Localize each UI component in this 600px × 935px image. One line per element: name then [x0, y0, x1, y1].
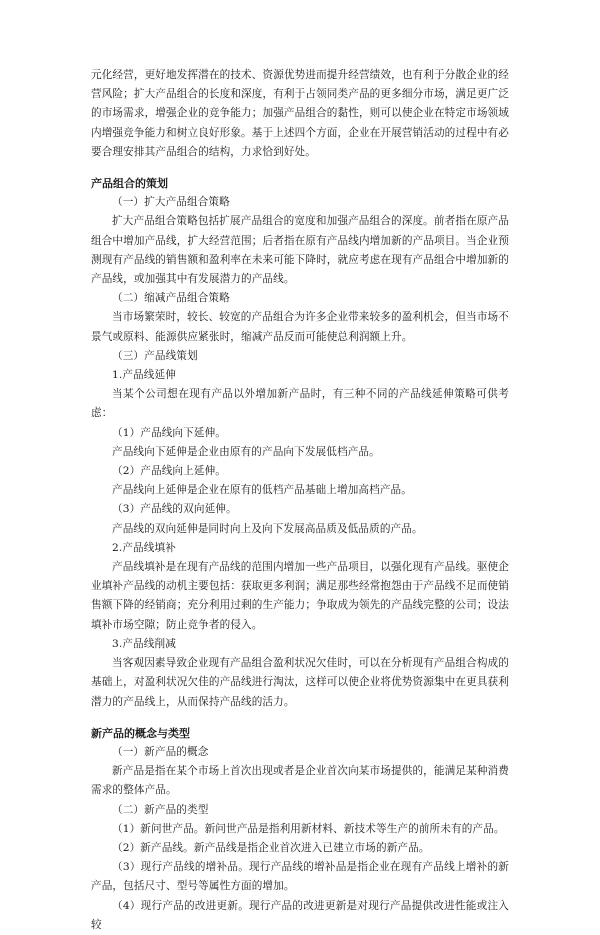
paragraph-line-pruning: 当客观因素导致企业现有产品组合盈利状况欠佳时，可以在分析现有产品组合构成的基础上，对盈利状况欠佳的产品线进行淘汰，这样可以使企业将优势资源集中在更具获利潜力的产品线上，从而保持产品线的活力。	[91, 657, 509, 708]
paragraph-expand: 扩大产品组合策略包括扩展产品组合的宽度和加强产品组合的深度。前者指在原产品组合中增加产品线，扩大经营范围；后者指在原有产品线内增加新的产品项目。当企业预测现有产品线的销售额和盈利率在未来可能下降时，就应考虑在现有产品组合中增加新的产品线，或加强其中有发展潜力的产品线。	[91, 215, 509, 286]
spacer	[91, 712, 509, 724]
item-title-line-filling: 2.产品线填补	[112, 541, 176, 554]
section-heading-product-mix: 产品组合的策划	[91, 177, 168, 191]
type-item-4: （4）现行产品的改进更新。现行产品的改进更新是对现行产品提供改进性能或注入较	[91, 899, 509, 931]
subsection-title-expand: （一）扩大产品组合策略	[112, 196, 230, 209]
paragraph-line-extension: 当某个公司想在现有产品以外增加新产品时，有三种不同的产品线延伸策略可供考虑：	[91, 388, 509, 420]
section-heading-new-product: 新产品的概念与类型	[91, 726, 190, 740]
paragraph-reduce: 当市场繁荣时，较长、较宽的产品组合为许多企业带来较多的盈利机会，但当市场不景气或原料、能源供应紧张时，缩减产品反而可能使总利润额上升。	[91, 311, 509, 343]
type-item-1: （1）新问世产品。新问世产品是指利用新材料、新技术等生产的前所未有的产品。	[112, 822, 505, 835]
item-title-upward: （2）产品线向上延伸。	[112, 465, 226, 478]
subsection-title-types: （二）新产品的类型	[112, 803, 209, 816]
spacer	[91, 162, 509, 174]
intro-paragraph: 元化经营，更好地发挥潜在的技术、资源优势进而提升经营绩效，也有利于分散企业的经营风险；扩大产品组合的长度和深度，有利于占领同类产品的更多细分市场，满足更广泛的市场需求，增强企业的竞争能力；加强产品组合的黏性，则可以使企业在特定市场领域内增强竞争能力和树立良好形象。基于上述四个方面，企业在开展营销活动的过程中有必要合理安排其产品组合的结构，力求恰到好处。	[91, 69, 509, 158]
type-item-3: （3）现行产品线的增补品。现行产品线的增补品是指企业在现有产品线上增补的新产品，包括尺寸、型号等属性方面的增加。	[91, 861, 509, 893]
document-page	[91, 66, 509, 935]
subsection-title-line-planning: （三）产品线策划	[112, 349, 198, 362]
subsection-title-reduce: （二）缩减产品组合策略	[112, 292, 230, 305]
subsection-title-concept: （一）新产品的概念	[112, 745, 209, 758]
item-title-line-pruning: 3.产品线削减	[112, 637, 176, 650]
item-title-two-way: （3）产品线的双向延伸。	[112, 503, 237, 516]
paragraph-two-way: 产品线的双向延伸是同时向上及向下发展高品质及低品质的产品。	[112, 522, 423, 535]
paragraph-downward: 产品线向下延伸是企业由原有的产品向下发展低档产品。	[112, 445, 380, 458]
item-title-line-extension: 1.产品线延伸	[112, 369, 176, 382]
type-item-2: （2）新产品线。新产品线是指企业首次进入已建立市场的新产品。	[112, 841, 430, 854]
paragraph-line-filling: 产品线填补是在现有产品线的范围内增加一些产品项目，以强化现有产品线。驱使企业填补产品线的动机主要包括：获取更多利润；满足那些经常抱怨由于产品线不足而使销售额下降的经销商；充分利用过剩的生产能力；争取成为领先的产品线完整的公司；设法填补市场空隙；防止竞争者的侵入。	[91, 561, 509, 631]
item-title-downward: （1）产品线向下延伸。	[112, 426, 226, 439]
paragraph-concept: 新产品是指在某个市场上首次出现或者是企业首次向某市场提供的，能满足某种消费需求的整体产品。	[91, 765, 509, 797]
paragraph-upward: 产品线向上延伸是企业在原有的低档产品基础上增加高档产品。	[112, 484, 412, 497]
